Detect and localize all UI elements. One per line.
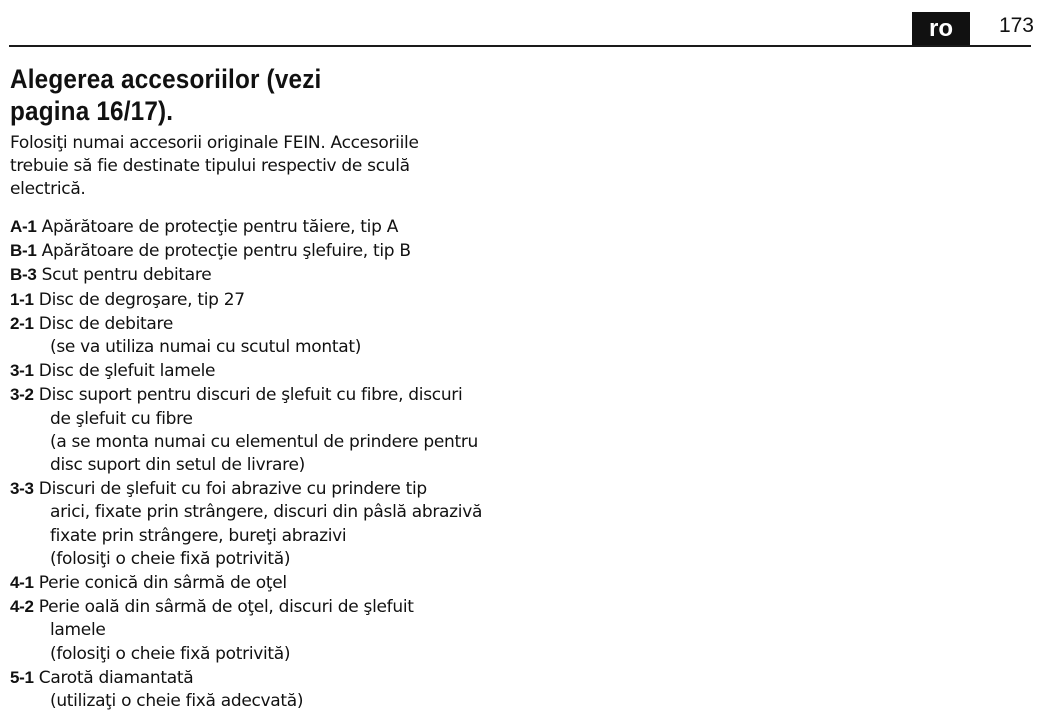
accessory-code: B-1: [10, 241, 37, 261]
accessory-description: Disc de debitare: [38, 313, 173, 334]
accessory-continuation: arici, fixate prin strângere, discuri din pâslă abrazivă: [50, 502, 483, 523]
accessory-code: 5-1: [10, 667, 34, 687]
accessory-note: (utilizaţi o cheie fixă adecvată): [50, 691, 304, 712]
accessory-note: (folosiţi o cheie fixă potrivită): [50, 548, 291, 569]
accessory-description: Disc de şlefuit lamele: [38, 361, 216, 382]
list-item: [10, 571, 530, 595]
list-item: [10, 595, 530, 666]
list-item: [10, 666, 530, 713]
header-rule: [9, 45, 1031, 47]
accessory-note: (folosiţi o cheie fixă potrivită): [50, 643, 291, 664]
list-item: [10, 263, 530, 287]
accessory-description: Perie oală din sârmă de oţel, discuri de şlefuit: [38, 597, 414, 618]
list-item: [10, 288, 530, 312]
accessory-continuation: de şlefuit cu fibre: [50, 408, 193, 429]
accessory-continuation: fixate prin strângere, bureţi abrazivi: [50, 525, 347, 546]
intro-paragraph: Folosiţi numai accesorii originale FEIN. Accesoriile trebuie să fie destinate tipului respectiv de sculă electrică.: [10, 133, 419, 199]
accessory-description: Carotă diamantată: [38, 667, 194, 688]
accessory-code: 4-2: [10, 597, 34, 617]
list-item: [10, 383, 530, 477]
accessory-code: 3-2: [10, 385, 34, 405]
accessory-description: Scut pentru debitare: [41, 265, 212, 286]
accessory-description: Disc suport pentru discuri de şlefuit cu fibre, discuri: [38, 385, 463, 406]
list-item: [10, 215, 530, 239]
accessory-note: (a se monta numai cu elementul de prindere pentru: [50, 431, 478, 452]
accessory-code: A-1: [10, 217, 37, 236]
accessory-description: Disc de degroşare, tip 27: [38, 289, 245, 310]
accessory-list: [10, 215, 530, 713]
list-item: [10, 312, 530, 359]
accessory-code: 1-1: [10, 289, 34, 309]
accessory-description: Apărătoare de protecţie pentru şlefuire, tip B: [41, 241, 411, 262]
accessory-code: 2-1: [10, 313, 34, 333]
accessory-continuation: lamele: [50, 620, 106, 641]
list-item: [10, 477, 530, 571]
accessory-description: Discuri de şlefuit cu foi abrazive cu prindere tip: [38, 479, 427, 500]
language-badge: ro: [912, 12, 970, 45]
list-item: [10, 239, 530, 263]
accessory-code: 3-3: [10, 479, 34, 499]
accessory-description: Perie conică din sârmă de oţel: [38, 573, 287, 594]
accessory-note: disc suport din setul de livrare): [50, 455, 305, 476]
accessory-note: (se va utiliza numai cu scutul montat): [50, 337, 362, 358]
accessory-code: 3-1: [10, 361, 34, 381]
section-title: Alegerea accesoriilor (vezi pagina 16/17).: [10, 64, 322, 126]
page-number: 173: [998, 14, 1034, 37]
accessory-description: Apărătoare de protecţie pentru tăiere, tip A: [41, 217, 399, 237]
accessory-code: B-3: [10, 265, 37, 285]
list-item: [10, 359, 530, 383]
accessory-code: 4-1: [10, 573, 34, 593]
